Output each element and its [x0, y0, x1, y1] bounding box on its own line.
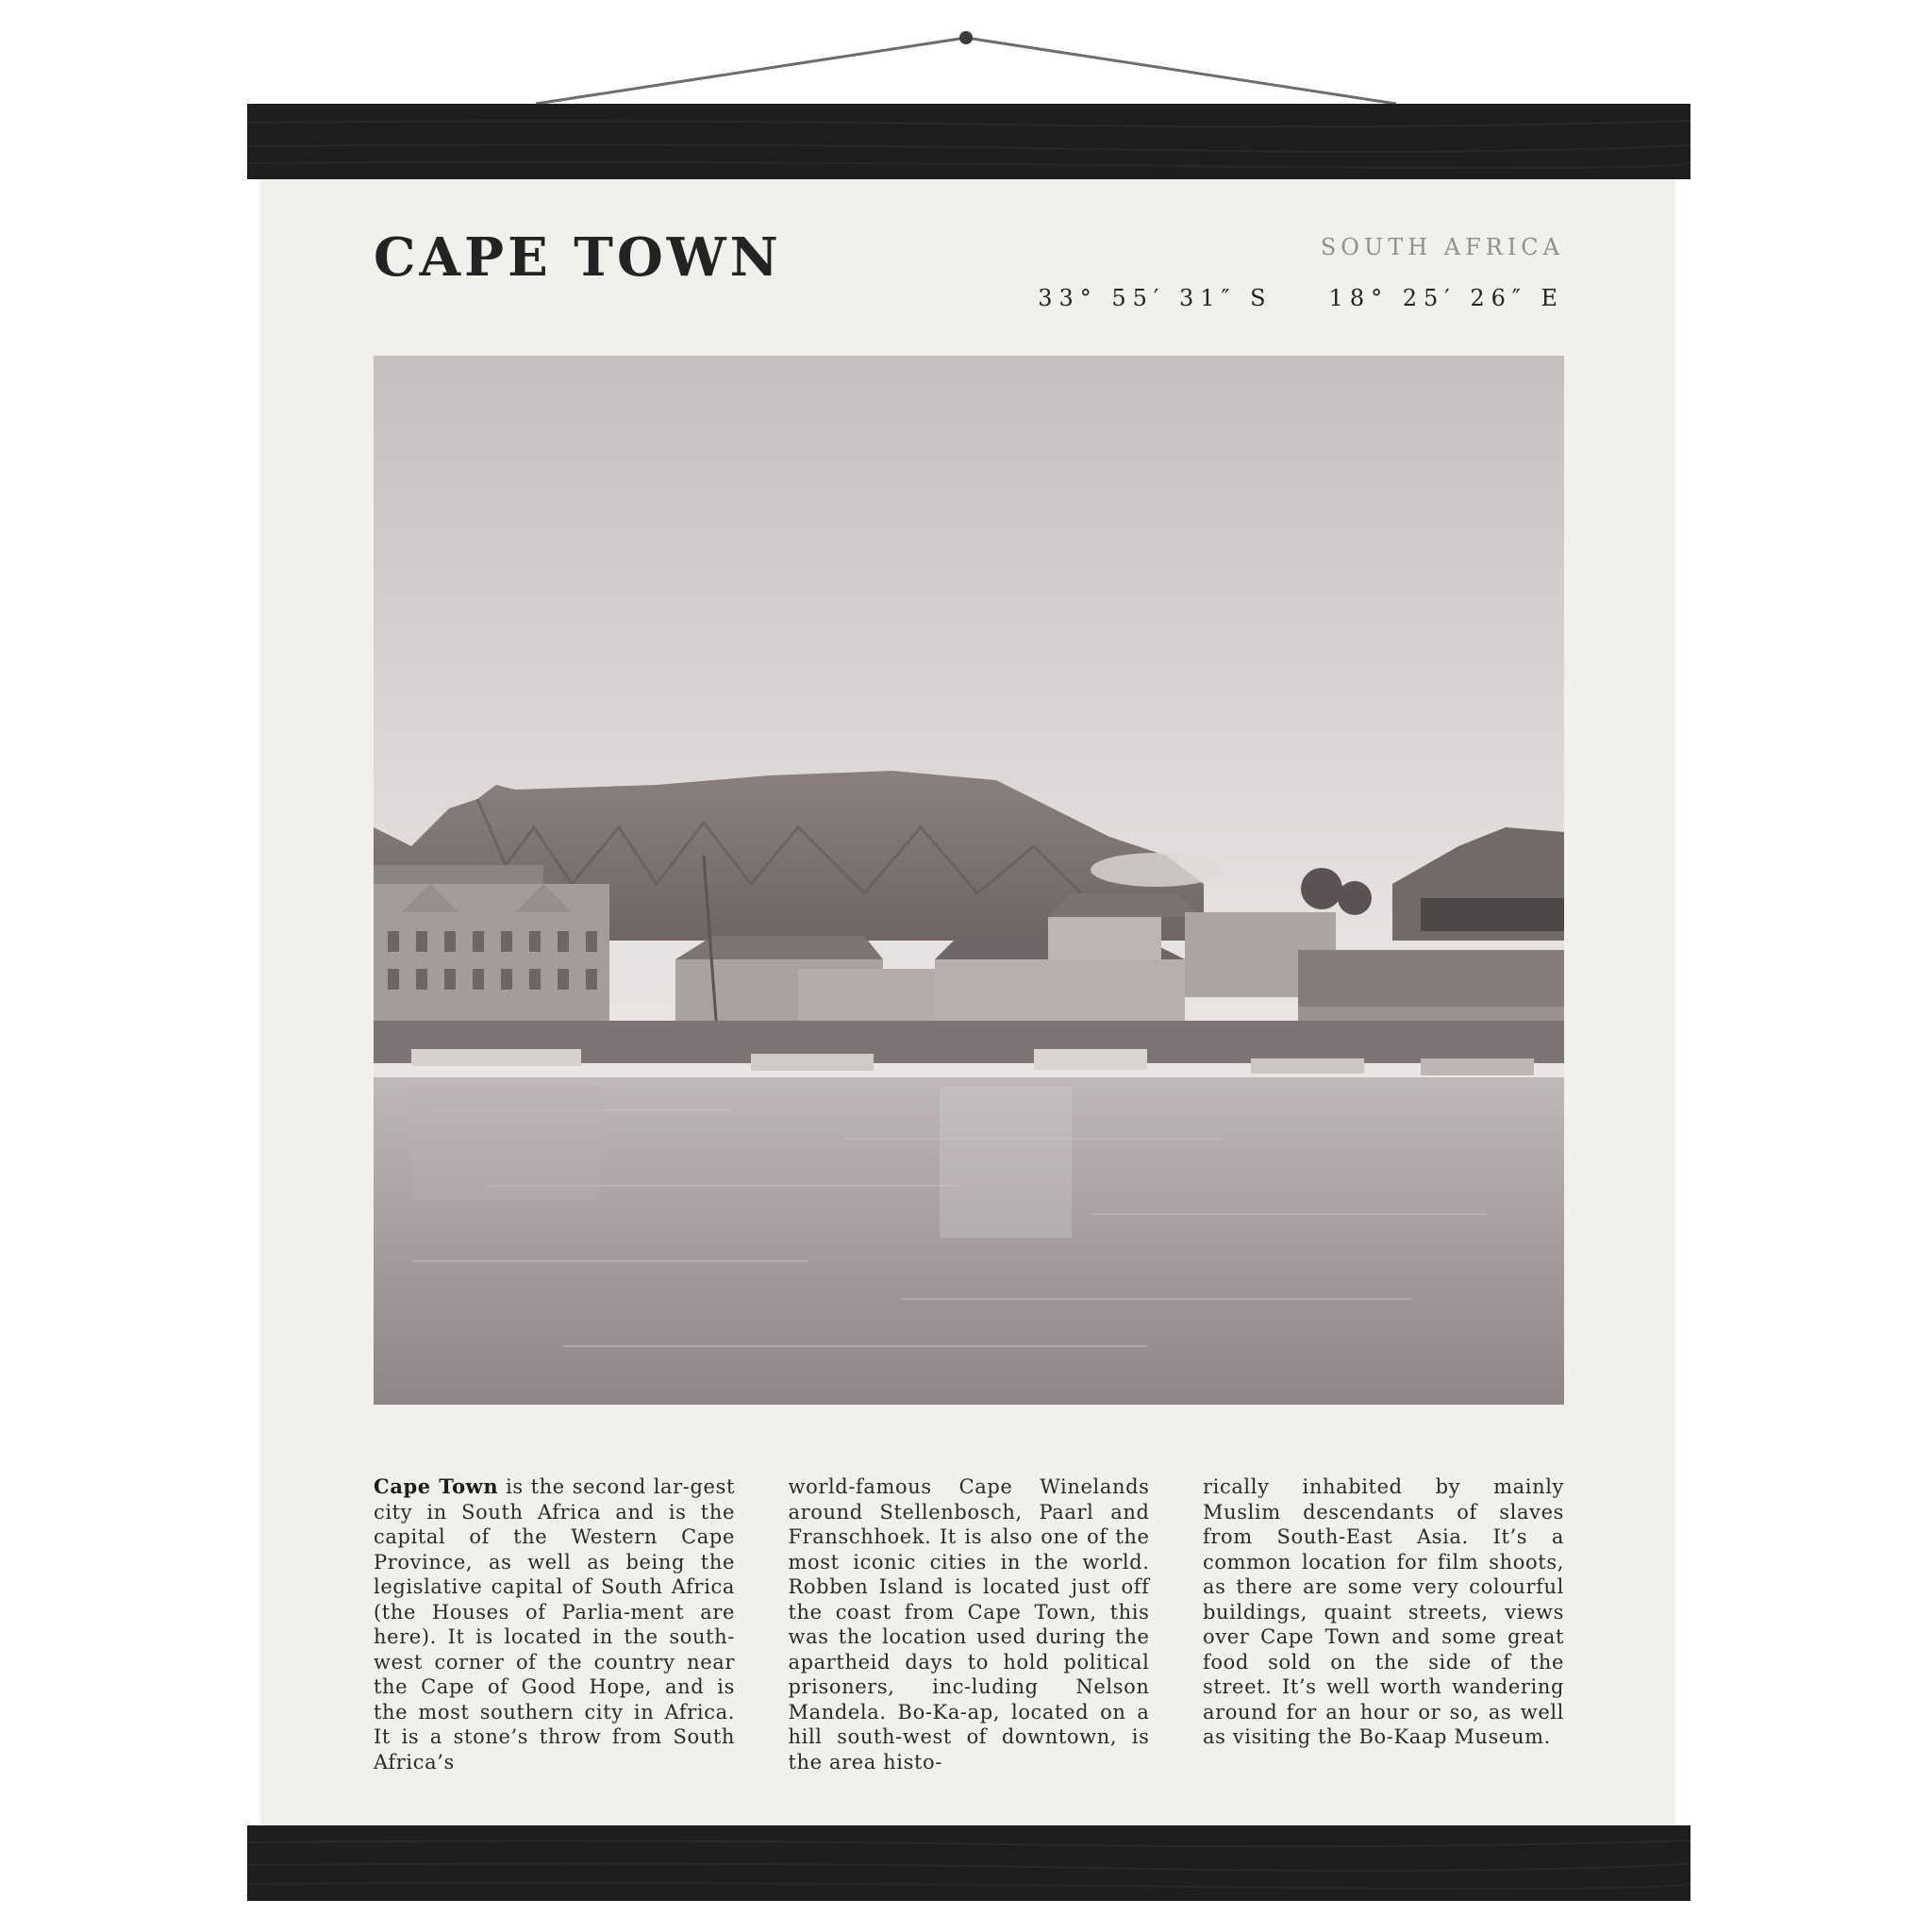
longitude: 18° 25′ 26″ E — [1328, 285, 1564, 311]
latitude: 33° 55′ 31″ S — [1038, 285, 1273, 311]
coordinates — [1038, 285, 1564, 311]
description-text-1: is the second lar-gest city in South Africa and is the capital of the Western Cape Province, as well as being the legislative capital of South Africa (the Houses of Parlia-ment are here). It is located in the south-west corner of the country near the Cape of Good Hope, and is the most southern city in Africa. It is a stone’s throw from South Africa’s — [374, 1475, 735, 1774]
country-label: SOUTH AFRICA — [1320, 234, 1564, 260]
description-column-1 — [374, 1474, 735, 1786]
description-column-3 — [1203, 1474, 1564, 1786]
top-wooden-hanger — [247, 104, 1690, 179]
description-text-3: rically inhabited by mainly Muslim descendants of slaves from South-East Asia. It’s a common location for film shoots, as there are some very colourful buildings, quaint streets, views over Cape Town and some great food sold on the side of the street. It’s well worth wandering around for an hour or so, as well as visiting the Bo-Kaap Museum. — [1203, 1475, 1564, 1748]
description-columns — [374, 1474, 1564, 1786]
description-column-2 — [789, 1474, 1150, 1786]
mountain-harbour-photo — [374, 356, 1564, 1405]
poster-title: CAPE TOWN — [374, 226, 782, 289]
bottom-wooden-hanger — [247, 1825, 1690, 1901]
description-text-2: world-famous Cape Winelands around Stellenbosch, Paarl and Franschhoek. It is also one of the most iconic cities in the world. Robben Island is located just off the coast from Cape Town, this was the location used during the apartheid days to hold political prisoners, inc-luding Nelson Mandela. Bo-Ka-ap, located on a hill south-west of downtown, is the area histo- — [788, 1475, 1150, 1774]
description-lead: Cape Town — [374, 1474, 499, 1498]
